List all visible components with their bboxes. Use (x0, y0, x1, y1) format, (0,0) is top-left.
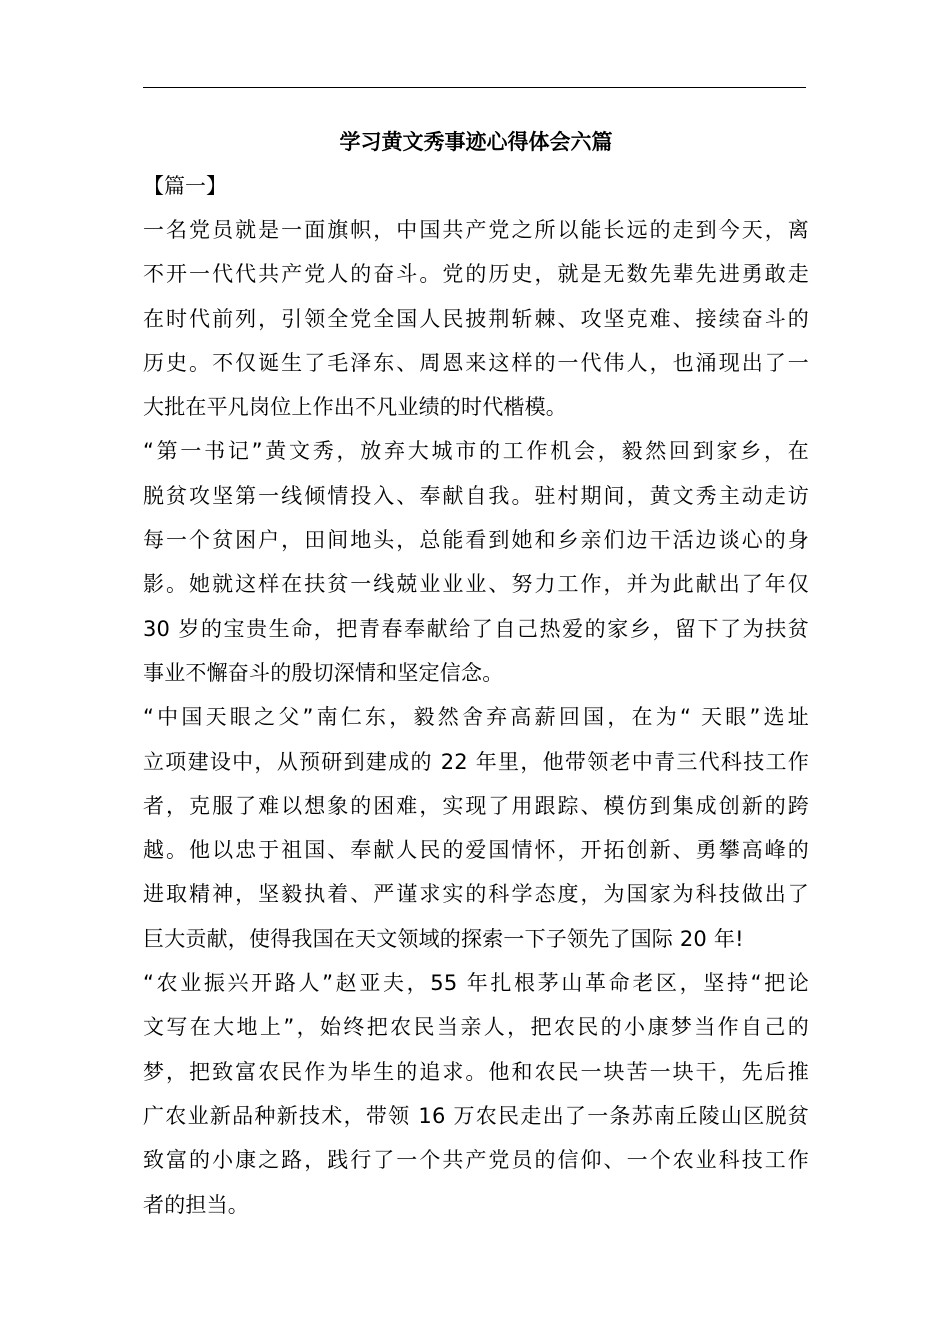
paragraph-line: 每一个贫困户，田间地头，总能看到她和乡亲们边干活边谈心的身 (143, 528, 809, 553)
paragraph-line: 巨大贡献，使得我国在天文领域的探索一下子领先了国际 20 年! (143, 926, 744, 951)
document-body (143, 120, 809, 1227)
paragraph-line: 事业不懈奋斗的殷切深情和坚定信念。 (143, 660, 504, 685)
paragraph-line: 者，克服了难以想象的困难，实现了用跟踪、模仿到集成创新的跨 (143, 793, 809, 818)
paragraph-line: 进取精神，坚毅执着、严谨求实的科学态度，为国家为科技做出了 (143, 882, 809, 907)
paragraph-line: 立项建设中，从预研到建成的 22 年里，他带领老中青三代科技工作 (143, 749, 809, 774)
paragraph-line: 文写在大地上”，始终把农民当亲人，把农民的小康梦当作自己的 (143, 1015, 809, 1040)
document-title: 学习黄文秀事迹心得体会六篇 (339, 130, 613, 154)
header-rule (143, 87, 806, 88)
paragraph-line: “中国天眼之父”南仁东，毅然舍弃高薪回国，在为“ 天眼”选址 (143, 705, 809, 730)
paragraph-line: “第一书记”黄文秀，放弃大城市的工作机会，毅然回到家乡，在 (143, 439, 809, 464)
paragraph-line: 一名党员就是一面旗帜，中国共产党之所以能长远的走到今天，离 (143, 218, 809, 242)
paragraph-line: 致富的小康之路，践行了一个共产党员的信仰、一个农业科技工作 (143, 1148, 809, 1173)
paragraph-line: 影。她就这样在扶贫一线兢业业业、努力工作，并为此献出了年仅 (143, 572, 809, 597)
paragraph-1 (143, 208, 809, 429)
paragraph-2 (143, 429, 809, 695)
paragraph-line: 在时代前列，引领全党全国人民披荆斩棘、攻坚克难、接续奋斗的 (143, 306, 809, 331)
paragraph-line: “农业振兴开路人”赵亚夫，55 年扎根茅山革命老区，坚持“把论 (143, 971, 809, 996)
paragraph-line: 梦，把致富农民作为毕生的追求。他和农民一块苦一块干，先后推 (143, 1059, 809, 1084)
paragraph-line: 越。他以忠于祖国、奉献人民的爱国情怀，开拓创新、勇攀高峰的 (143, 838, 809, 863)
paragraph-line: 脱贫攻坚第一线倾情投入、奉献自我。驻村期间，黄文秀主动走访 (143, 483, 809, 508)
paragraph-3 (143, 695, 809, 961)
paragraph-line: 30 岁的宝贵生命，把青春奉献给了自己热爱的家乡，留下了为扶贫 (143, 616, 809, 641)
paragraph-line: 大批在平凡岗位上作出不凡业绩的时代楷模。 (143, 395, 567, 420)
paragraph-line: 历史。不仅诞生了毛泽东、周恩来这样的一代伟人，也涌现出了一 (143, 350, 809, 375)
paragraph-4 (143, 961, 809, 1227)
section-label: 【篇一】 (143, 174, 227, 198)
paragraph-line: 者的担当。 (143, 1192, 249, 1217)
paragraph-line: 不开一代代共产党人的奋斗。党的历史，就是无数先辈先进勇敢走 (143, 262, 809, 287)
paragraph-line: 广农业新品种新技术，带领 16 万农民走出了一条苏南丘陵山区脱贫 (143, 1103, 809, 1128)
